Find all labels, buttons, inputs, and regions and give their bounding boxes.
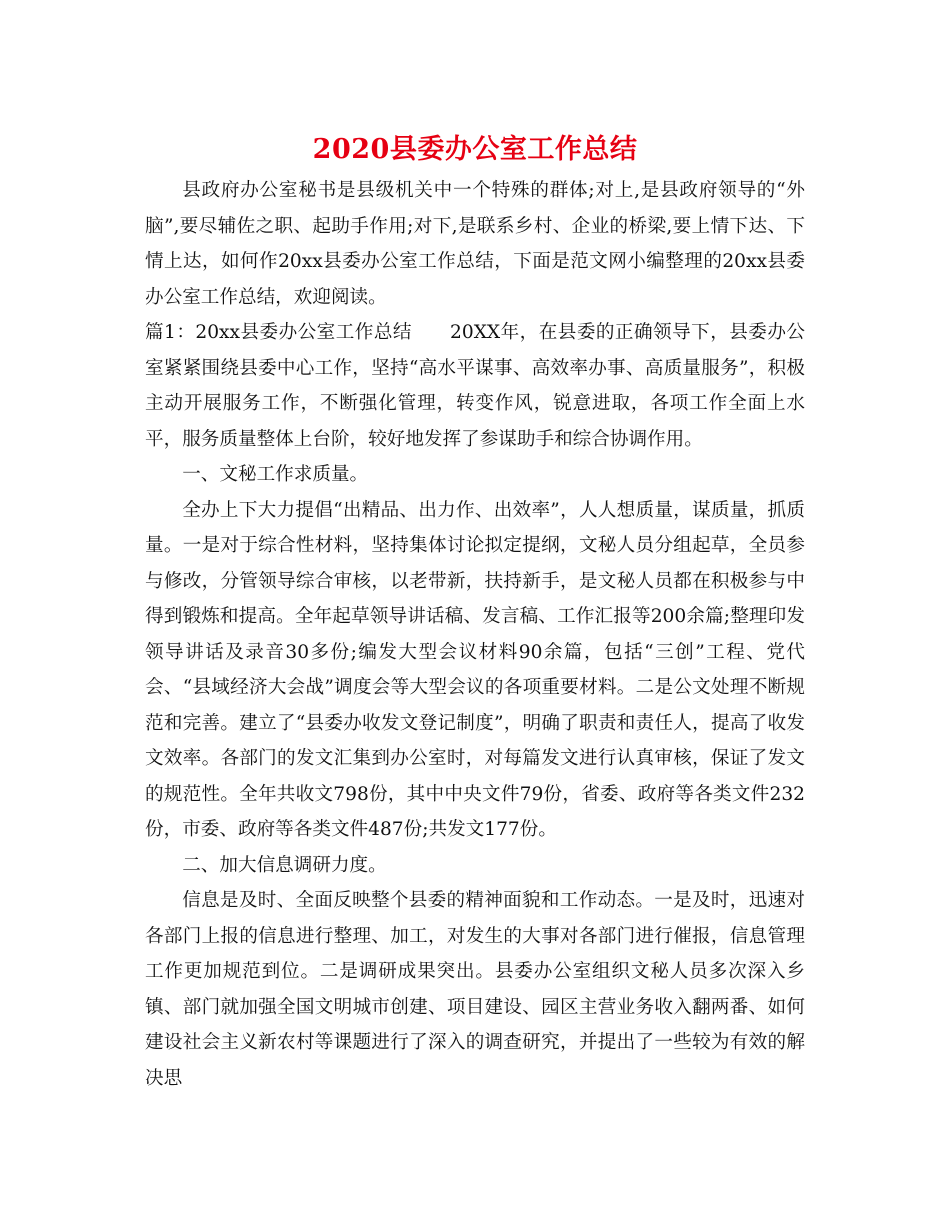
paragraph-wenmi: 全办上下大力提倡“出精品、出力作、出效率”，人人想质量，谋质量，抓质量。一是对于综合性材料，坚持集体讨论拟定提纲，文秘人员分组起草，全员参与修改，分管领导综合审核，以老带新，扶持新手，是文秘人员都在积极参与中得到锻炼和提高。全年起草领导讲话稿、发言稿、工作汇报等200余篇;整理印发领导讲话及录音30多份;编发大型会议材料90余篇，包括“三创”工程、党代会、“县域经济大会战”调度会等大型会议的各项重要材料。二是公文处理不断规范和完善。建立了“县委办收发文登记制度”，明确了职责和责任人，提高了收发文效率。各部门的发文汇集到办公室时，对每篇发文进行认真审核，保证了发文的规范性。全年共收文798份，其中中央文件79份，省委、政府等各类文件232份，市委、政府等各类文件487份;共发文177份。 xyxy=(145,499,805,840)
paragraph-xinxi: 信息是及时、全面反映整个县委的精神面貌和工作动态。一是及时，迅速对各部门上报的信息进行整理、加工，对发生的大事对各部门进行催报，信息管理工作更加规范到位。二是调研成果突出。县委办公室组织文秘人员多次深入乡镇、部门就加强全国文明城市创建、项目建设、园区主营业务收入翻两番、如何建设社会主义新农村等课题进行了深入的调查研究，并提出了一些较为有效的解决思 xyxy=(145,890,805,1089)
document-body xyxy=(145,173,805,1096)
heading-xinxi: 二、加大信息调研力度。 xyxy=(182,854,387,876)
paragraph-section-1: 篇1：20xx县委办公室工作总结 20XX年，在县委的正确领导下，县委办公室紧紧围绕县委中心工作，坚持“高水平谋事、高效率办事、高质量服务”，积极主动开展服务工作，不断强化管理，转变作风，锐意进取，各项工作全面上水平，服务质量整体上台阶，较好地发挥了参谋助手和综合协调作用。 xyxy=(145,322,805,450)
paragraph-intro: 县政府办公室秘书是县级机关中一个特殊的群体;对上,是县政府领导的“外脑”,要尽辅佐之职、起助手作用;对下,是联系乡村、企业的桥梁,要上情下达、下情上达，如何作20xx县委办公室工作总结，下面是范文网小编整理的20xx县委办公室工作总结，欢迎阅读。 xyxy=(145,180,805,308)
heading-wenmi: 一、文秘工作求质量。 xyxy=(182,464,369,485)
document-title: 2020县委办公室工作总结 xyxy=(312,134,638,165)
